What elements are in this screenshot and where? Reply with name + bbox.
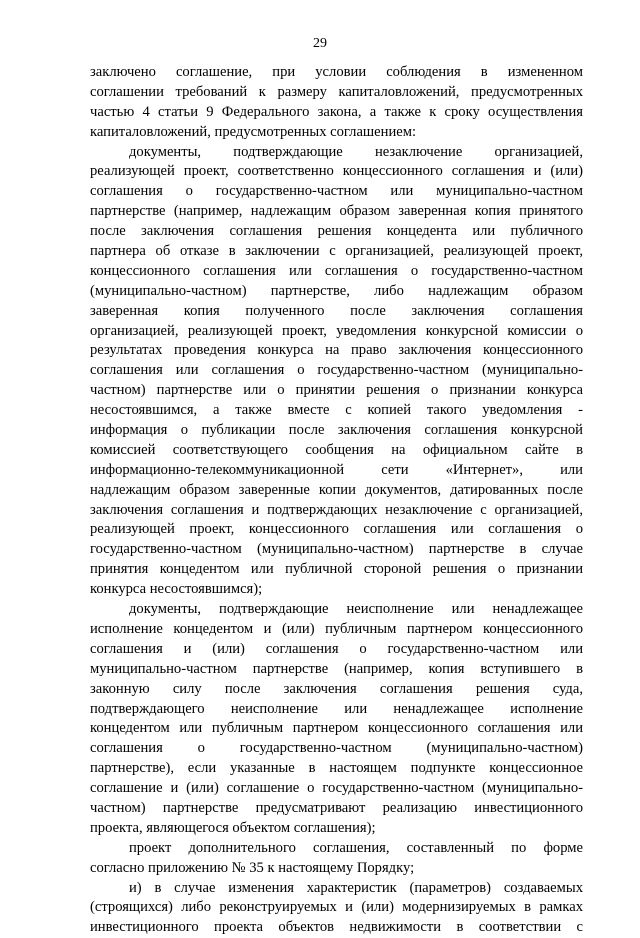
text-line: муниципально-частном партнерстве (например, копия вступившего в: [90, 660, 583, 677]
text-line: инвестиционного проекта объектов недвижимости в соответствии с: [90, 919, 583, 936]
text-line: организацией, реализующей проект, уведомления конкурсной комиссии о: [90, 322, 583, 339]
text-line: капиталовложений, предусмотренных соглашением:: [90, 123, 417, 140]
text-line: соглашения о государственно-частном (муниципально-частном): [90, 740, 583, 757]
text-line: заверенная копия полученного после заключения соглашения: [90, 302, 583, 319]
text-line: (строящихся) либо реконструируемых и (или) модернизируемых в рамках: [90, 899, 583, 916]
text-line: проект дополнительного соглашения, составленный по форме: [129, 839, 583, 856]
text-line: соглашении требований к размеру капиталовложений, предусмотренных: [90, 83, 583, 100]
page-number: 29: [313, 36, 327, 51]
text-line: частью 4 статьи 9 Федерального закона, а также к сроку осуществления: [90, 103, 583, 120]
text-line: подтверждающего неисполнение или ненадлежащее исполнение: [90, 700, 583, 717]
text-line: документы, подтверждающие неисполнение или ненадлежащее: [129, 601, 583, 618]
text-line: конкурса несостоявшимся);: [90, 581, 263, 598]
paragraph: [90, 879, 583, 938]
text-line: соглашения и (или) соглашения о государственно-частном или: [90, 640, 583, 657]
text-line: партнерстве (например, надлежащим образом заверенная копия принятого: [90, 203, 583, 220]
text-line: частном) партнерстве или о принятии решения о признании конкурса: [90, 382, 583, 399]
text-line: результатах проведения конкурса на право заключения концессионного: [90, 342, 583, 359]
text-line: партнера об отказе в заключении с организацией, реализующей проект,: [90, 243, 583, 260]
paragraph: [90, 63, 583, 143]
text-line: концедентом или публичным партнером концессионного соглашения или: [90, 720, 583, 737]
text-line: государственно-частном (муниципально-частном) партнерстве в случае: [90, 541, 583, 558]
text-line: согласно приложению № 35 к настоящему Порядку;: [90, 859, 415, 876]
text-line: (муниципально-частном) партнерстве, либо надлежащим образом: [90, 282, 583, 299]
paragraph: [90, 600, 583, 839]
text-line: информационно-телекоммуникационной сети «Интернет», или: [90, 461, 583, 478]
text-line: законную силу после заключения соглашения решения суда,: [90, 680, 583, 697]
paragraph: [90, 839, 583, 879]
text-line: надлежащим образом заверенные копии документов, датированных после: [90, 481, 583, 498]
text-line: после заключения соглашения решения концедента или публичного: [90, 223, 583, 240]
text-line: несостоявшимся, а также вместе с копией такого уведомления -: [90, 402, 583, 419]
text-line: заключено соглашение, при условии соблюдения в измененном: [90, 64, 583, 80]
text-line: реализующей проект, концессионного соглашения или соглашения о: [90, 521, 583, 538]
text-line: информация о публикации после заключения соглашения конкурсной: [90, 422, 583, 439]
document-body: [90, 63, 583, 938]
text-line: частном) партнерстве предусматривают реализацию инвестиционного: [90, 799, 583, 816]
text-line: соглашения или соглашения о государственно-частном (муниципально-: [90, 362, 583, 379]
text-line: комиссией соответствующего сообщения на официальном сайте в: [90, 441, 583, 458]
text-line: документы, подтверждающие незаключение организацией,: [129, 143, 583, 160]
text-line: соглашение и (или) соглашение о государственно-частном (муниципально-: [90, 780, 583, 797]
text-line: концессионного соглашения или соглашения о государственно-частном: [90, 262, 583, 279]
text-line: партнерстве), если указанные в настоящем подпункте концессионное: [90, 760, 583, 777]
text-line: проекта, являющегося объектом соглашения);: [90, 819, 376, 836]
text-line: реализующей проект, соответственно концессионного соглашения и (или): [90, 163, 583, 180]
text-line: и) в случае изменения характеристик (параметров) создаваемых: [129, 879, 583, 896]
paragraph: [90, 143, 583, 600]
text-line: исполнение концедентом и (или) публичным партнером концессионного: [90, 620, 583, 637]
text-line: соглашения о государственно-частном или муниципально-частном: [90, 183, 583, 200]
text-line: принятия концедентом или публичной стороной решения о признании: [90, 561, 583, 578]
text-line: заключения соглашения и подтверждающих незаключение с организацией,: [90, 501, 583, 518]
